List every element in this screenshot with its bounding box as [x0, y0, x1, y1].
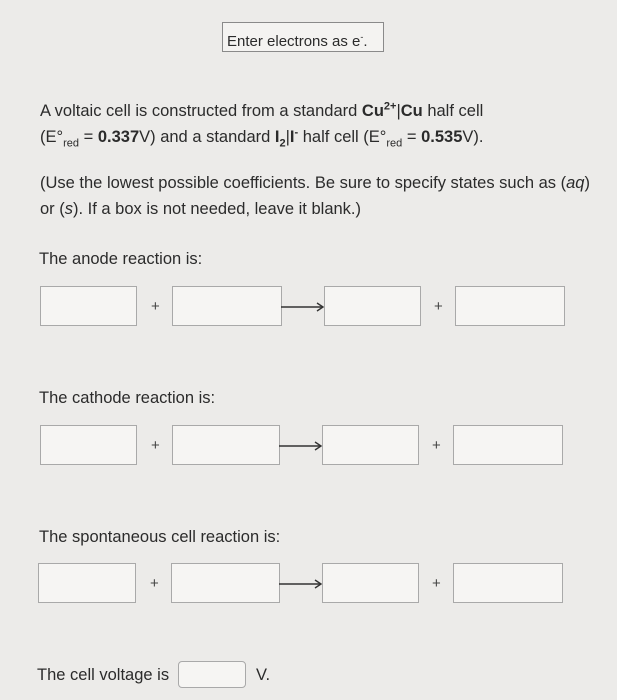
i-ion: I — [289, 128, 295, 146]
spontaneous-product-1-input[interactable] — [322, 563, 419, 603]
cu-charge: 2+ — [383, 100, 397, 113]
separator-2: | — [285, 128, 290, 146]
voltage-label: The cell voltage is — [37, 666, 170, 684]
problem-text-5: V). — [462, 128, 484, 146]
i-species: I — [274, 128, 280, 146]
cathode-label: The cathode reaction is: — [39, 389, 216, 407]
e-sub: red — [63, 137, 80, 150]
anode-product-2-input[interactable] — [455, 286, 565, 326]
anode-reactant-1-input[interactable] — [40, 286, 137, 326]
cathode-plus-1: + — [151, 437, 160, 454]
spontaneous-reactant-2-input[interactable] — [171, 563, 280, 603]
cathode-arrow-icon — [279, 440, 325, 452]
instructions-s: s — [64, 200, 73, 218]
anode-plus-2: + — [434, 298, 443, 315]
instructions-text-2: ) or ( — [40, 174, 590, 218]
cathode-reactant-2-input[interactable] — [172, 425, 280, 465]
problem-text-2: half cell — [422, 102, 484, 120]
instructions — [40, 170, 590, 222]
anode-arrow-icon — [281, 301, 327, 313]
spontaneous-product-2-input[interactable] — [453, 563, 563, 603]
anode-plus-1: + — [151, 298, 160, 315]
cathode-product-2-input[interactable] — [453, 425, 563, 465]
electron-hint-box — [222, 22, 384, 52]
cell-voltage-input[interactable] — [178, 661, 246, 688]
problem-text-1: A voltaic cell is constructed from a standard — [40, 102, 362, 120]
cathode-product-1-input[interactable] — [322, 425, 419, 465]
e2-eq: = — [402, 128, 422, 146]
hint-suffix: . — [363, 33, 368, 50]
cu-metal: Cu — [400, 102, 423, 120]
spontaneous-arrow-icon — [279, 578, 325, 590]
hint-text: Enter electrons as e — [227, 33, 361, 50]
spontaneous-plus-2: + — [432, 575, 441, 592]
voltage-unit: V. — [256, 666, 271, 684]
cu-species: Cu — [361, 102, 384, 120]
anode-label: The anode reaction is: — [39, 250, 203, 268]
anode-product-1-input[interactable] — [324, 286, 421, 326]
cathode-reactant-1-input[interactable] — [40, 425, 137, 465]
e2-sub: red — [386, 137, 403, 150]
e-open: (E° — [40, 128, 64, 146]
problem-statement — [40, 98, 590, 150]
i-sub: 2 — [279, 137, 286, 150]
anode-reactant-2-input[interactable] — [172, 286, 282, 326]
separator: | — [396, 102, 401, 120]
spontaneous-reactant-1-input[interactable] — [38, 563, 136, 603]
problem-text-3: V) and a standard — [139, 128, 275, 146]
instructions-text-1: (Use the lowest possible coefficients. Be sure to specify states such as ( — [40, 174, 567, 192]
hint-superscript: - — [360, 32, 364, 42]
spontaneous-plus-1: + — [150, 575, 159, 592]
cu-potential: 0.337 — [97, 128, 140, 146]
instructions-text-3: ). If a box is not needed, leave it blank.) — [73, 200, 362, 218]
spontaneous-label: The spontaneous cell reaction is: — [39, 528, 281, 546]
i-charge: - — [294, 126, 299, 139]
problem-text-4: half cell (E° — [298, 128, 387, 146]
instructions-aq: aq — [566, 174, 585, 192]
e-eq: = — [79, 128, 98, 146]
i-potential: 0.535 — [421, 128, 463, 146]
cathode-plus-2: + — [432, 437, 441, 454]
